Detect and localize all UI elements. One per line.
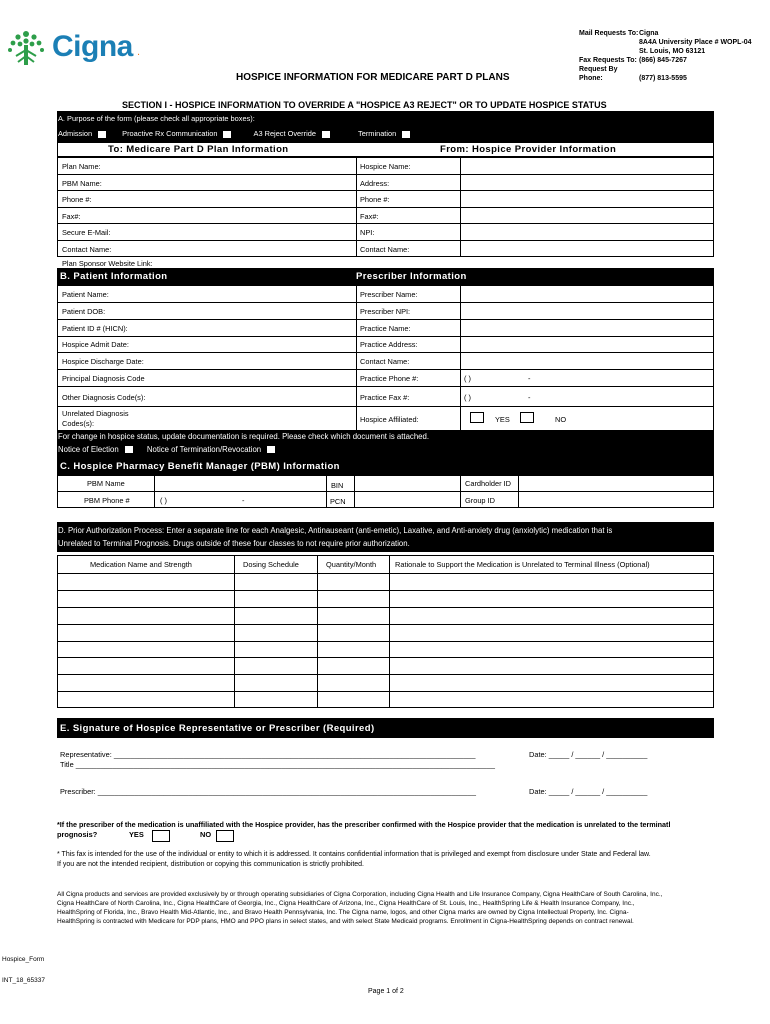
cigna-wordmark: Cigna	[52, 30, 133, 63]
patient-dob-label: Patient DOB:	[62, 307, 106, 316]
row-line	[57, 369, 714, 370]
col-divider	[460, 475, 461, 508]
row-line	[57, 691, 714, 692]
unaffiliated-question-2: prognosis?	[57, 830, 98, 839]
disclaimer-line-2: If you are not the intended recipient, distribution or copying this communication is strictly prohibited.	[57, 861, 364, 868]
col-divider	[356, 285, 357, 431]
row-line	[57, 624, 714, 625]
hospice-fax-label: Fax#:	[360, 212, 379, 221]
legal-line-1: All Cigna products and services are provided exclusively by or through operating subsidiaries of Cigna Corporation, including Cigna Health and Life Insurance Company, Cigna HealthCare of South Carolina, Inc.,	[57, 891, 663, 898]
hospice-contact-label: Contact Name:	[360, 245, 410, 254]
pbm-name-cell: PBM Name	[87, 479, 125, 488]
cigna-tree-logo	[4, 26, 48, 70]
confirm-yes-checkbox[interactable]	[152, 830, 170, 842]
row-line	[57, 336, 714, 337]
legal-line-4: HealthSpring is contracted with Medicare for PDP plans, HMO and PPO plans in select states, and with select State Medicaid programs. Enrollment in Cigna-HealthSpring depends on contract renewal.	[57, 918, 634, 925]
affiliated-no-checkbox[interactable]	[520, 412, 534, 423]
termination-checkbox[interactable]	[402, 131, 410, 138]
a3-override-checkbox[interactable]	[322, 131, 330, 138]
proactive-checkbox[interactable]	[223, 131, 231, 138]
prescriber-line: Prescriber: ____________________________________________________________________________________________	[60, 787, 476, 796]
col-quantity: Quantity/Month	[326, 560, 377, 569]
unaffiliated-question: *If the prescriber of the medication is unaffiliated with the Hospice provider, has the prescriber confirmed with the Hospice provider that the medication is unrelated to the terminatl	[57, 820, 671, 829]
plan-name-label: Plan Name:	[62, 162, 101, 171]
prior-auth-text-1: D. Prior Authorization Process: Enter a separate line for each Analgesic, Antinauseant (anti-emetic), Laxative, and Anti-anxiety drug (anxiolytic) medication that is	[58, 526, 613, 535]
col-divider	[389, 555, 390, 708]
mail-line-1: Cigna	[639, 30, 659, 37]
confirm-no-label: NO	[200, 830, 212, 839]
representative-line: Representative: ________________________________________________________________________________________	[60, 750, 476, 759]
prescriber-name-label: Prescriber Name:	[360, 290, 418, 299]
purpose-proactive-label: Proactive Rx Communication	[122, 129, 218, 138]
affiliated-yes-label: YES	[495, 415, 510, 424]
page-title: HOSPICE INFORMATION FOR MEDICARE PART D PLANS	[236, 72, 510, 83]
col-divider	[234, 555, 235, 708]
row-line	[57, 491, 714, 492]
affiliated-yes-checkbox[interactable]	[470, 412, 484, 423]
status-text: For change in hospice status, update documentation is required. Please check which document is attached.	[58, 432, 430, 441]
row-line	[57, 657, 714, 658]
col-medication: Medication Name and Strength	[90, 560, 192, 569]
purpose-termination-label: Termination	[358, 129, 397, 138]
practice-phone-label: Practice Phone #:	[360, 374, 419, 383]
int-id: INT_18_65337	[2, 977, 46, 984]
fax-label: Fax Requests To:	[579, 57, 637, 64]
hospice-name-label: Hospice Name:	[360, 162, 411, 171]
plan-contact-label: Contact Name:	[62, 245, 112, 254]
hospice-affiliated-label: Hospice Affiliated:	[360, 415, 419, 424]
col-divider	[460, 285, 461, 431]
other-diagnosis-label: Other Diagnosis Code(s):	[62, 393, 146, 402]
patient-header: B. Patient Information	[60, 271, 168, 282]
pbm-name-label: PBM Name:	[62, 179, 102, 188]
row-line	[57, 190, 714, 191]
principal-diagnosis-label: Principal Diagnosis Code	[62, 374, 145, 383]
confirm-yes-label: YES	[129, 830, 144, 839]
practice-fax-format: ( )	[464, 393, 471, 402]
row-line	[57, 174, 714, 175]
practice-phone-dash: -	[528, 374, 531, 383]
practice-fax-label: Practice Fax #:	[360, 393, 410, 402]
group-id-label: Group ID	[465, 496, 495, 505]
col-divider	[354, 475, 355, 508]
col-divider	[317, 555, 318, 708]
legal-line-3: HealthSpring of Florida, Inc., Bravo Health Mid-Atlantic, Inc., and Bravo Health Pennsylvania, Inc. The Cigna name, logos, and other Cigna marks are owned by Cigna Intellectual Property, Inc. Cigna-	[57, 909, 629, 916]
row-line	[57, 240, 714, 241]
plan-phone-label: Phone #:	[62, 195, 92, 204]
purpose-options	[58, 129, 414, 138]
form-id: Hospice_Form	[2, 956, 45, 963]
row-line	[57, 223, 714, 224]
practice-fax-dash: -	[528, 393, 531, 402]
purpose-a3-label: A3 Reject Override	[253, 129, 316, 138]
election-checkbox[interactable]	[125, 446, 133, 453]
bin-label: BIN	[331, 481, 344, 490]
phone-label: Request By Phone:	[579, 66, 618, 82]
practice-name-label: Practice Name:	[360, 324, 411, 333]
admit-date-label: Hospice Admit Date:	[62, 340, 129, 349]
representative-date: Date: _____ / ______ / __________	[529, 750, 648, 759]
prescriber-npi-label: Prescriber NPI:	[360, 307, 411, 316]
hospice-address-label: Address:	[360, 179, 390, 188]
phone-value: (877) 813-5595	[639, 75, 687, 82]
practice-address-label: Practice Address:	[360, 340, 418, 349]
patient-id-label: Patient ID # (HICN):	[62, 324, 128, 333]
col-dosing: Dosing Schedule	[243, 560, 299, 569]
practice-phone-format: ( )	[464, 374, 471, 383]
pbm-phone-format: ( )	[160, 496, 167, 505]
title-line: Title ______________________________________________________________________________________________________	[60, 760, 495, 769]
patient-name-label: Patient Name:	[62, 290, 109, 299]
mail-line-3: St. Louis, MO 63121	[639, 48, 706, 55]
row-line	[57, 386, 714, 387]
affiliated-no-label: NO	[555, 415, 567, 424]
prior-auth-text-2: Unrelated to Terminal Prognosis. Drugs outside of these four classes to not require prior authorization.	[58, 539, 410, 548]
discharge-date-label: Hospice Discharge Date:	[62, 357, 144, 366]
cigna-wordmark-dot: .	[137, 46, 141, 58]
section-1-title: SECTION I - HOSPICE INFORMATION TO OVERRIDE A "HOSPICE A3 REJECT" OR TO UPDATE HOSPICE STATUS	[122, 100, 607, 110]
hospice-npi-label: NPI:	[360, 228, 375, 237]
unrelated-diagnosis-label: Unrelated Diagnosis Codes(s):	[62, 409, 129, 428]
admission-checkbox[interactable]	[98, 131, 106, 138]
confirm-no-checkbox[interactable]	[216, 830, 234, 842]
to-header: To: Medicare Part D Plan Information	[108, 144, 289, 155]
col-divider	[518, 475, 519, 508]
pbm-header: C. Hospice Pharmacy Benefit Manager (PBM) Information	[60, 461, 340, 472]
medication-table	[57, 555, 714, 708]
pbm-phone-dash: -	[242, 496, 245, 505]
row-line	[57, 573, 714, 574]
col-divider	[326, 475, 327, 508]
termination-notice-label: Notice of Termination/Revocation	[146, 445, 262, 454]
row-line	[57, 302, 714, 303]
purpose-title: A. Purpose of the form (please check all appropriate boxes):	[58, 114, 255, 123]
prescriber-header: Prescriber Information	[356, 271, 467, 282]
row-line	[57, 674, 714, 675]
cardholder-label: Cardholder ID	[465, 479, 512, 488]
purpose-admission-label: Admission	[58, 129, 93, 138]
termination-notice-checkbox[interactable]	[267, 446, 275, 453]
plan-fax-label: Fax#:	[62, 212, 81, 221]
row-line	[57, 352, 714, 353]
prescriber-date: Date: _____ / ______ / __________	[529, 787, 648, 796]
row-line	[57, 641, 714, 642]
election-label: Notice of Election	[58, 445, 119, 454]
prescriber-contact-label: Contact Name:	[360, 357, 410, 366]
mail-line-2: 8A4A University Place # WOPL-04	[639, 39, 752, 46]
row-line	[57, 607, 714, 608]
col-rationale: Rationale to Support the Medication is Unrelated to Terminal Illness (Optional)	[395, 560, 650, 569]
row-line	[57, 319, 714, 320]
row-line	[57, 406, 714, 407]
fax-value: (866) 845-7267	[639, 57, 687, 64]
page-number: Page 1 of 2	[368, 988, 404, 995]
hospice-phone-label: Phone #:	[360, 195, 390, 204]
from-header: From: Hospice Provider Information	[440, 144, 617, 155]
pbm-phone-label: PBM Phone #	[84, 496, 130, 505]
row-line	[57, 207, 714, 208]
row-line	[57, 590, 714, 591]
mail-requests-block	[579, 29, 752, 83]
status-options	[58, 445, 279, 454]
plan-email-label: Secure E-Mail:	[62, 228, 111, 237]
signature-header: E. Signature of Hospice Representative or Prescriber (Required)	[60, 723, 375, 734]
plan-sponsor-label: Plan Sponsor Website Link:	[62, 259, 153, 268]
mail-label: Mail Requests To:	[579, 30, 639, 37]
pcn-label: PCN	[330, 497, 346, 506]
disclaimer-line-1: * This fax is intended for the use of the individual or entity to which it is addressed. It contains confidential information that is privileged and exempt from disclosure under State and Federal law.	[57, 851, 651, 858]
col-divider	[154, 475, 155, 508]
legal-line-2: Cigna HealthCare of North Carolina, Inc., Cigna HealthCare of Georgia, Inc., Cigna HealthCare of Arizona, Inc., Cigna HealthCare of St. Louis, Inc., HealthSpring Life & Health Insurance Company, Inc.,	[57, 900, 635, 907]
